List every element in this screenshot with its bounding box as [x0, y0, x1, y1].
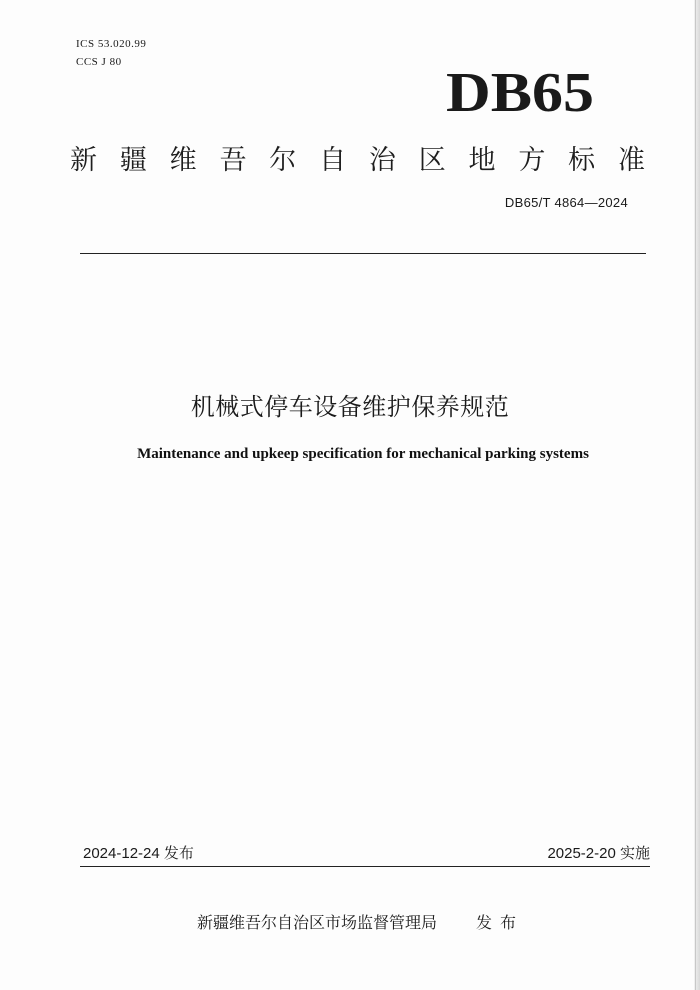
issue-date: 2024-12-24 发布: [83, 845, 194, 862]
ics-code: ICS 53.020.99: [76, 38, 147, 50]
standard-category-char: 尔: [269, 145, 297, 176]
issuing-action: 发布: [476, 913, 525, 932]
standard-category-char: 地: [468, 145, 496, 176]
document-title-en: Maintenance and upkeep specification for mechanical parking systems: [137, 446, 589, 462]
standard-category-char: 区: [418, 145, 446, 176]
standard-category-char: 新: [70, 145, 97, 176]
header-divider: [80, 253, 646, 254]
standard-category-char: 维: [169, 145, 197, 176]
standard-category-char: 疆: [119, 145, 147, 176]
issuing-authority: 新疆维吾尔自治区市场监督管理局: [197, 913, 438, 932]
footer-divider: [80, 866, 650, 867]
standard-category-char: 自: [319, 145, 347, 176]
standard-number: DB65/T 4864—2024: [504, 195, 628, 210]
document-title-cn: 机械式停车设备维护保养规范: [190, 393, 510, 421]
standard-category-char: 治: [368, 145, 396, 176]
standard-category-char: 标: [568, 145, 596, 176]
ccs-code: CCS J 80: [76, 56, 122, 68]
implementation-date: 2025-2-20 实施: [547, 845, 650, 862]
standard-category-char: 方: [518, 145, 546, 176]
standard-category-char: 准: [617, 145, 645, 176]
svg-text:DB65: DB65: [446, 64, 594, 120]
db65-logo: [446, 64, 596, 120]
standard-category-char: 吾: [219, 145, 247, 176]
standard-category-title: [70, 138, 645, 177]
scan-edge-line: [695, 0, 696, 990]
